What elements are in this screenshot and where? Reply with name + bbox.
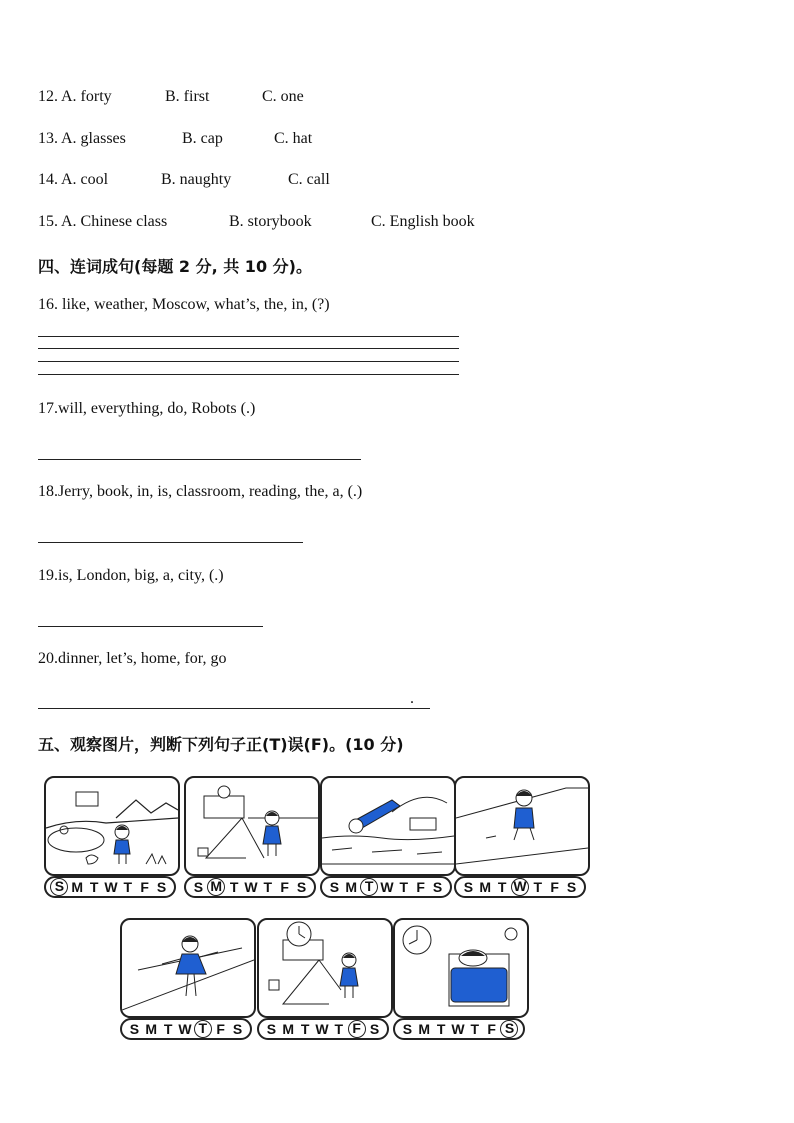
section-4-title: 四、连词成句(每题 2 分, 共 10 分)。 xyxy=(38,257,312,276)
q13-option-a: A. glasses xyxy=(61,130,126,147)
day-letter: M xyxy=(145,1021,158,1037)
q16-answer-line-3[interactable] xyxy=(38,361,459,362)
q15-option-c: C. English book xyxy=(371,213,475,230)
day-letter: T xyxy=(470,1021,480,1037)
q16-answer-line-1[interactable] xyxy=(38,336,459,337)
day-letter: W xyxy=(244,879,258,895)
day-letter: S xyxy=(500,1020,518,1038)
day-letter: T xyxy=(334,1021,344,1037)
day-letter: S xyxy=(193,879,204,895)
day-letter: S xyxy=(266,1021,277,1037)
q17-answer-line[interactable] xyxy=(38,459,361,460)
picture-swimming xyxy=(320,776,456,876)
day-letter: T xyxy=(194,1020,212,1038)
day-letter: F xyxy=(216,1021,225,1037)
day-letter: M xyxy=(71,879,84,895)
picture-dancing xyxy=(120,918,256,1018)
day-letter: W xyxy=(451,1021,465,1037)
day-letter: T xyxy=(399,879,409,895)
q20-answer-line[interactable] xyxy=(38,708,430,709)
day-letter: S xyxy=(156,879,167,895)
day-strip-2 xyxy=(184,876,316,898)
day-letter: F xyxy=(140,879,149,895)
q14-option-c: C. call xyxy=(288,171,330,188)
day-letter: S xyxy=(50,878,68,896)
day-letter: M xyxy=(418,1021,431,1037)
day-strip-5 xyxy=(120,1018,252,1040)
q18-prompt: 18.Jerry, book, in, is, classroom, reading, the, a, (.) xyxy=(38,483,363,500)
day-letter: M xyxy=(345,879,358,895)
day-strip-3 xyxy=(320,876,452,898)
day-letter: F xyxy=(280,879,289,895)
day-strip-4 xyxy=(454,876,586,898)
day-letter: F xyxy=(348,1020,366,1038)
q14-option-a: A. cool xyxy=(61,171,109,188)
q20-period: . xyxy=(410,690,414,707)
day-letter: S xyxy=(402,1021,413,1037)
q14-number: 14. xyxy=(38,171,58,188)
q16-answer-line-2[interactable] xyxy=(38,348,459,349)
q15-option-b: B. storybook xyxy=(229,213,312,230)
day-letter: T xyxy=(436,1021,446,1037)
q15-option-a: A. Chinese class xyxy=(61,213,168,230)
day-letter: T xyxy=(497,879,507,895)
q12-option-b: B. first xyxy=(165,88,210,105)
q17-prompt: 17.will, everything, do, Robots (.) xyxy=(38,400,256,417)
q13-option-c: C. hat xyxy=(274,130,313,147)
q16-prompt: 16. like, weather, Moscow, what’s, the, in, (?) xyxy=(38,296,330,313)
day-letter: T xyxy=(533,879,543,895)
day-letter: S xyxy=(463,879,474,895)
q20-prompt: 20.dinner, let’s, home, for, go xyxy=(38,650,227,667)
day-letter: M xyxy=(207,878,225,896)
day-letter: W xyxy=(511,878,529,896)
q12-option-c: C. one xyxy=(262,88,304,105)
day-letter: S xyxy=(296,879,307,895)
day-letter: W xyxy=(315,1021,329,1037)
day-letter: S xyxy=(566,879,577,895)
day-letter: F xyxy=(487,1021,496,1037)
q13-option-b: B. cap xyxy=(182,130,223,147)
q12-option-a: A. forty xyxy=(61,88,112,105)
picture-sleeping xyxy=(393,918,529,1018)
picture-school-clock xyxy=(257,918,393,1018)
day-letter: T xyxy=(229,879,239,895)
q13-number: 13. xyxy=(38,130,58,147)
q12-number: 12. xyxy=(38,88,58,105)
day-letter: T xyxy=(163,1021,173,1037)
day-letter: M xyxy=(479,879,492,895)
picture-park xyxy=(44,776,180,876)
picture-running xyxy=(454,776,590,876)
q14-option-b: B. naughty xyxy=(161,171,232,188)
day-strip-1 xyxy=(44,876,176,898)
day-letter: S xyxy=(432,879,443,895)
day-letter: T xyxy=(263,879,273,895)
day-letter: W xyxy=(178,1021,192,1037)
day-strip-6 xyxy=(257,1018,389,1040)
q16-answer-line-4[interactable] xyxy=(38,374,459,375)
day-letter: W xyxy=(104,879,118,895)
day-letter: S xyxy=(329,879,340,895)
day-letter: S xyxy=(129,1021,140,1037)
q19-prompt: 19.is, London, big, a, city, (.) xyxy=(38,567,224,584)
q19-answer-line[interactable] xyxy=(38,626,263,627)
day-letter: T xyxy=(89,879,99,895)
picture-school xyxy=(184,776,320,876)
day-letter: F xyxy=(550,879,559,895)
day-letter: F xyxy=(416,879,425,895)
day-letter: S xyxy=(369,1021,380,1037)
day-letter: T xyxy=(360,878,378,896)
section-5-title: 五、观察图片，判断下列句子正(T)误(F)。(10 分) xyxy=(38,735,404,754)
day-letter: T xyxy=(123,879,133,895)
day-letter: M xyxy=(282,1021,295,1037)
q15-number: 15. xyxy=(38,213,58,230)
day-strip-7 xyxy=(393,1018,525,1040)
day-letter: S xyxy=(232,1021,243,1037)
q18-answer-line[interactable] xyxy=(38,542,303,543)
day-letter: W xyxy=(380,879,394,895)
day-letter: T xyxy=(300,1021,310,1037)
